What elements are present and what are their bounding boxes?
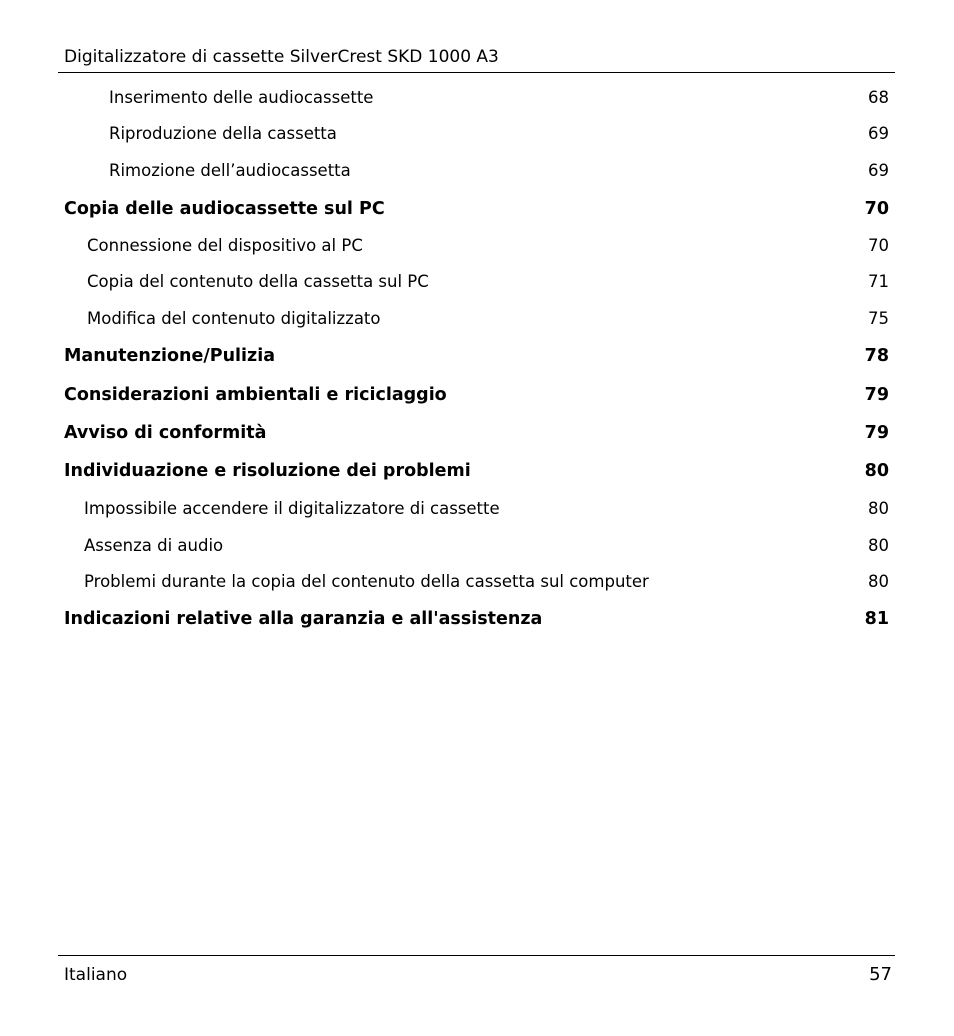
toc-entry-page: 75 [868, 309, 889, 328]
toc-entry-label: Avviso di conformità [64, 423, 267, 443]
toc-entry-label: Copia del contenuto della cassetta sul PC [87, 272, 429, 291]
toc-entry-label: Copia delle audiocassette sul PC [64, 199, 385, 219]
toc-entry[interactable] [64, 607, 889, 631]
footer-rule [58, 955, 895, 956]
toc-entry-label: Inserimento delle audiocassette [109, 88, 374, 107]
toc-entry-page: 68 [868, 88, 889, 107]
toc-entry[interactable] [109, 122, 889, 146]
toc-entry[interactable] [109, 159, 889, 183]
toc-entry[interactable] [109, 86, 889, 110]
toc-entry-label: Impossibile accendere il digitalizzatore di cassette [84, 499, 500, 518]
toc-entry[interactable] [84, 497, 889, 521]
toc-entry[interactable] [87, 307, 889, 331]
toc-entry-label: Problemi durante la copia del contenuto della cassetta sul computer [84, 572, 649, 591]
toc-entry-label: Rimozione dell’audiocassetta [109, 161, 351, 180]
footer-language: Italiano [64, 965, 128, 985]
toc-entry-page: 70 [868, 236, 889, 255]
toc-entry[interactable] [84, 570, 889, 594]
footer-page-number: 57 [869, 964, 892, 985]
toc-entry-page: 69 [868, 124, 889, 143]
toc-entry-label: Modifica del contenuto digitalizzato [87, 309, 381, 328]
toc-entry[interactable] [64, 383, 889, 407]
toc-entry-label: Individuazione e risoluzione dei problemi [64, 461, 471, 481]
toc-entry-label: Riproduzione della cassetta [109, 124, 337, 143]
toc-entry-page: 71 [868, 272, 889, 291]
toc-entry-page: 69 [868, 161, 889, 180]
toc-entry[interactable] [64, 421, 889, 445]
toc-entry-label: Considerazioni ambientali e riciclaggio [64, 385, 447, 405]
toc-entry-label: Connessione del dispositivo al PC [87, 236, 363, 255]
toc-entry-label: Manutenzione/Pulizia [64, 346, 276, 366]
toc-entry-page: 80 [868, 499, 889, 518]
toc-entry-page: 79 [864, 423, 889, 443]
toc-entry-page: 79 [864, 385, 889, 405]
toc-entry-page: 80 [868, 572, 889, 591]
toc-entry-label: Assenza di audio [84, 536, 224, 555]
toc-entry-page: 78 [864, 346, 889, 366]
toc-entry[interactable] [64, 344, 889, 368]
toc-entry[interactable] [87, 234, 889, 258]
toc-entry-page: 81 [864, 609, 889, 629]
toc-entry[interactable] [87, 270, 889, 294]
document-header-title: Digitalizzatore di cassette SilverCrest SKD 1000 A3 [64, 47, 499, 67]
toc-entry-page: 80 [864, 461, 889, 481]
toc-entry[interactable] [64, 197, 889, 221]
toc-entry[interactable] [64, 459, 889, 483]
toc-entry-page: 70 [864, 199, 889, 219]
toc-entry[interactable] [84, 534, 889, 558]
toc-entry-page: 80 [868, 536, 889, 555]
toc-entry-label: Indicazioni relative alla garanzia e all'assistenza [64, 609, 543, 629]
